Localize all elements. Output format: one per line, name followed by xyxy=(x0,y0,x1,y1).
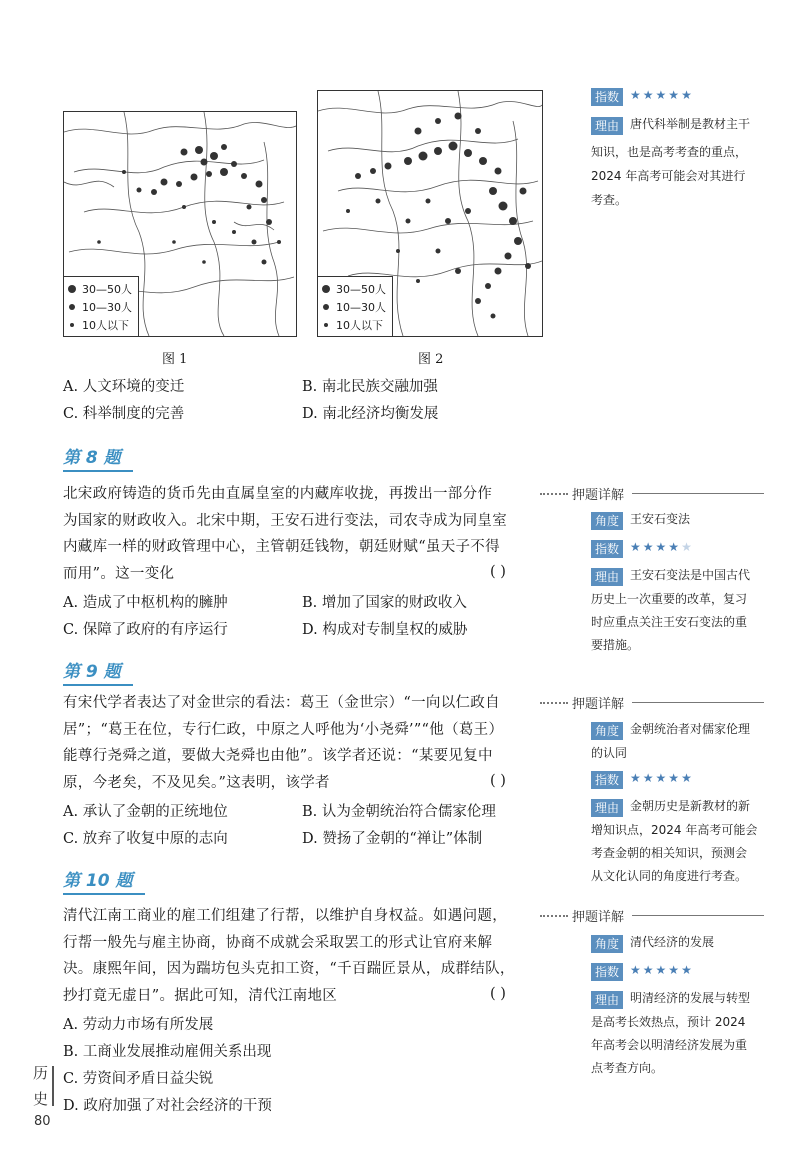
star-icon: ★ xyxy=(630,963,643,977)
q10-heading: 第 10 题 xyxy=(63,866,141,891)
q8-stem-line: 为国家的财政收入。北宋中期，王安石进行变法，司农寺成为同皇室 xyxy=(63,512,507,529)
q8-option-d[interactable]: D. 构成对专制皇权的威胁 xyxy=(302,622,468,638)
star-icon: ★ xyxy=(668,540,682,554)
q7-reason-line-1: 唐代科举制是教材主干 xyxy=(630,117,751,131)
q10-stem-line: 决。康熙年间，因为踹坊包头克扣工资，“千百踹匠景从，成群结队， xyxy=(63,961,515,977)
q8-stem xyxy=(63,481,507,587)
q8-reason-line-2: 历史上一次重要的改革，复习 xyxy=(591,592,748,606)
q10-option-b[interactable]: B. 工商业发展推动雇佣关系出现 xyxy=(63,1044,272,1060)
q9-option-d[interactable]: D. 赞扬了金朝的“禅让”体制 xyxy=(302,831,483,847)
star-icon: ★ xyxy=(642,771,656,785)
q8-stem-line: 北宋政府铸造的货币先由直属皇室的内藏库收拢，再拨出一部分作 xyxy=(63,486,493,502)
q10-reason-line-2: 是高考长效热点，预计 2024 xyxy=(591,1015,746,1029)
q7-stars xyxy=(630,88,694,102)
legend-large: 30—50人 xyxy=(336,283,386,296)
q8-index-tag: 指数 xyxy=(591,540,623,558)
q10-option-c[interactable]: C. 劳资间矛盾日益尖锐 xyxy=(63,1071,214,1087)
star-icon: ★ xyxy=(668,771,682,785)
map-figure-2 xyxy=(317,90,543,337)
legend-medium: 10—30人 xyxy=(336,301,386,314)
q10-stem xyxy=(63,903,515,1009)
q8-option-b[interactable]: B. 增加了国家的财政收入 xyxy=(302,595,467,611)
q7-option-d[interactable]: D. 南北经济均衡发展 xyxy=(302,406,439,422)
q7-index-tag: 指数 xyxy=(591,88,623,106)
q9-stem-line: 居”；“葛王在位，专行仁政，中原之人呼他为‘小尧舜’”“他（葛王） xyxy=(63,721,504,738)
q7-reason-tag: 理由 xyxy=(591,117,623,135)
star-icon: ★ xyxy=(668,963,682,977)
map-2-caption: 图 2 xyxy=(418,352,444,367)
legend-small: 10人以下 xyxy=(336,319,383,332)
q9-option-c[interactable]: C. 放弃了收复中原的志向 xyxy=(63,831,228,847)
q9-reason-line-1: 金朝历史是新教材的新 xyxy=(630,799,751,813)
q9-stem xyxy=(63,690,503,796)
q9-index-tag: 指数 xyxy=(591,771,623,789)
q8-sidebar-header xyxy=(540,484,764,503)
star-icon: ★ xyxy=(630,771,643,785)
star-icon: ★ xyxy=(655,771,669,785)
legend-medium: 10—30人 xyxy=(82,301,132,314)
star-icon: ★ xyxy=(681,771,694,785)
q9-sidebar-header xyxy=(540,693,764,712)
q8-reason-line-1: 王安石变法是中国古代 xyxy=(630,568,751,582)
q8-answer-blank[interactable]: ( ) xyxy=(490,564,506,580)
q9-angle-tag: 角度 xyxy=(591,722,623,740)
star-empty-icon: ★ xyxy=(681,540,694,554)
map-2-legend xyxy=(318,276,393,336)
q9-answer-blank[interactable]: ( ) xyxy=(490,773,506,789)
star-icon: ★ xyxy=(681,88,694,102)
legend-small: 10人以下 xyxy=(82,319,129,332)
q10-angle-tag: 角度 xyxy=(591,935,623,953)
star-icon: ★ xyxy=(681,963,694,977)
map-1-caption: 图 1 xyxy=(162,352,188,367)
q10-stem-line: 抄打竟无虚日”。据此可知，清代江南地区 xyxy=(63,987,338,1004)
q9-stem-line: 原，今老矣，不及见矣。”这表明，该学者 xyxy=(63,774,330,791)
q8-option-c[interactable]: C. 保障了政府的有序运行 xyxy=(63,622,228,638)
subject-divider xyxy=(52,1066,54,1106)
q9-angle-line-1: 金朝统治者对儒家伦理 xyxy=(630,722,751,736)
q9-option-a[interactable]: A. 承认了金朝的正统地位 xyxy=(63,804,228,820)
q7-option-b[interactable]: B. 南北民族交融加强 xyxy=(302,379,438,395)
q9-reason-line-4: 从文化认同的角度进行考查。 xyxy=(591,869,748,883)
q9-reason-line-2: 增知识点，2024 年高考可能会 xyxy=(591,823,758,837)
map-figure-1 xyxy=(63,111,297,337)
page-number: 80 xyxy=(34,1114,51,1129)
q8-reason-line-3: 时应重点关注王安石变法的重 xyxy=(591,615,748,629)
star-icon: ★ xyxy=(655,540,669,554)
subject-label-1: 历 xyxy=(33,1064,49,1082)
q8-stars xyxy=(630,540,694,554)
legend-large: 30—50人 xyxy=(82,283,132,296)
q10-angle-text: 清代经济的发展 xyxy=(630,935,715,949)
star-icon: ★ xyxy=(642,540,656,554)
q8-heading: 第 8 题 xyxy=(63,443,129,468)
q7-reason-line-4: 考查。 xyxy=(591,193,628,207)
q10-stem-line: 行帮一般先与雇主协商，协商不成就会采取罢工的形式让官府来解 xyxy=(63,934,493,951)
q9-reason-tag: 理由 xyxy=(591,799,623,817)
q9-sidebar-title: 押题详解 xyxy=(572,697,625,712)
q8-angle-tag: 角度 xyxy=(591,512,623,530)
q10-reason-tag: 理由 xyxy=(591,991,623,1009)
q9-reason-line-3: 考查金朝的相关知识，预测会 xyxy=(591,846,748,860)
q7-option-c[interactable]: C. 科举制度的完善 xyxy=(63,406,185,422)
q7-reason-line-3: 2024 年高考可能会对其进行 xyxy=(591,169,746,183)
q9-stem-line: 能尊行尧舜之道，要做大尧舜也由他”。该学者还说：“某要见复中 xyxy=(63,748,493,764)
q8-option-a[interactable]: A. 造成了中枢机构的臃肿 xyxy=(63,595,228,611)
q10-reason-line-3: 年高考会以明清经济发展为重 xyxy=(591,1038,748,1052)
q8-reason-line-4: 要措施。 xyxy=(591,638,640,652)
q10-stars xyxy=(630,963,694,977)
q8-stem-line: 而用”。这一变化 xyxy=(63,565,175,582)
q7-option-a[interactable]: A. 人文环境的变迁 xyxy=(63,379,185,395)
q8-stem-line: 内藏库一样的财政管理中心，主管朝廷钱物，朝廷财赋“虽天子不得 xyxy=(63,539,500,555)
q8-reason-tag: 理由 xyxy=(591,568,623,586)
q10-sidebar-header xyxy=(540,906,764,925)
q10-stem-line: 清代江南工商业的雇工们组建了行帮，以维护自身权益。如遇问题， xyxy=(63,908,507,924)
q9-stars xyxy=(630,771,694,785)
q10-answer-blank[interactable]: ( ) xyxy=(490,986,506,1002)
q9-stem-line: 有宋代学者表达了对金世宗的看法：葛王（金世宗）“一向以仁政自 xyxy=(63,695,500,711)
star-icon: ★ xyxy=(655,963,669,977)
star-icon: ★ xyxy=(668,88,682,102)
q7-reason-line-2: 知识，也是高考考查的重点， xyxy=(591,145,748,159)
subject-label-2: 史 xyxy=(33,1090,49,1108)
q10-index-tag: 指数 xyxy=(591,963,623,981)
star-icon: ★ xyxy=(655,88,669,102)
q10-option-a[interactable]: A. 劳动力市场有所发展 xyxy=(63,1017,214,1033)
q9-angle-line-2: 的认同 xyxy=(591,746,628,760)
q10-reason-line-4: 点考查方向。 xyxy=(591,1061,664,1075)
star-icon: ★ xyxy=(642,88,656,102)
q8-sidebar-title: 押题详解 xyxy=(572,488,625,503)
q8-angle-text: 王安石变法 xyxy=(630,512,691,526)
star-icon: ★ xyxy=(630,88,643,102)
map-1-legend xyxy=(64,276,139,336)
q10-reason-line-1: 明清经济的发展与转型 xyxy=(630,991,751,1005)
q10-option-d[interactable]: D. 政府加强了对社会经济的干预 xyxy=(63,1098,272,1114)
q9-option-b[interactable]: B. 认为金朝统治符合儒家伦理 xyxy=(302,804,496,820)
q9-heading: 第 9 题 xyxy=(63,657,129,682)
star-icon: ★ xyxy=(642,963,656,977)
q10-sidebar-title: 押题详解 xyxy=(572,910,625,925)
star-icon: ★ xyxy=(630,540,643,554)
